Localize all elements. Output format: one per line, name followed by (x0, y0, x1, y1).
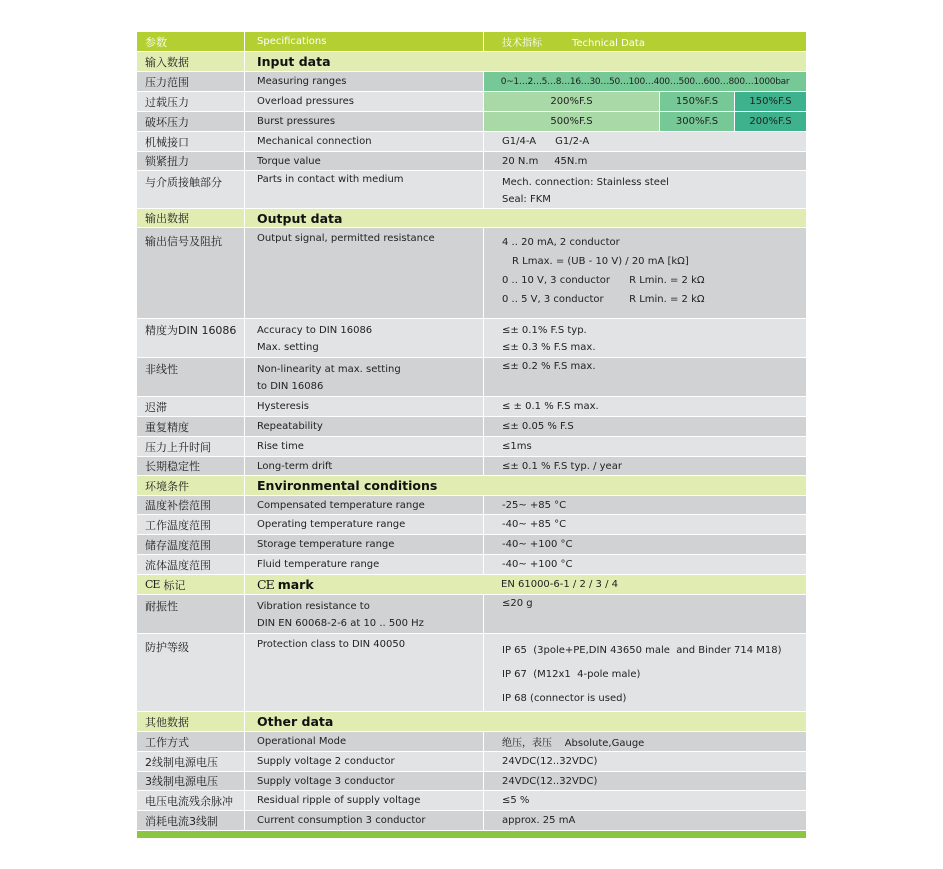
table-row-torque: 锁紧扭力 Torque value 20 N.m 45N.m (137, 152, 806, 171)
range-value: 0~1…2…5…8…16…30…50…100…400…500…600…800…1000bar (484, 72, 806, 91)
header-col-specs: Specifications (244, 32, 483, 51)
table-row-vibration: 耐振性 Vibration resistance to DIN EN 60068-2-6 at 10 .. 500 Hz ≤20 g (137, 595, 806, 634)
table-row-repeatability: 重复精度 Repeatability ≤± 0.05 % F.S (137, 417, 806, 437)
section-output: 输出数据 Output data (137, 209, 806, 228)
table-row-hysteresis: 迟滞 Hysteresis ≤ ± 0.1 % F.S max. (137, 397, 806, 417)
header-col-tech (483, 32, 806, 51)
table-row-overload: 过载压力 Overload pressures 200%F.S 150%F.S 150%F.S (137, 92, 806, 112)
table-row-rise-time: 压力上升时间 Rise time ≤1ms (137, 437, 806, 457)
section-ce-mark: CE 标记 CE mark EN 61000-6-1 / 2 / 3 / 4 (137, 575, 806, 595)
footer-bar (137, 831, 806, 838)
header-tech-cn: 技术指标 (502, 38, 542, 49)
section-input: 输入数据 Input data (137, 52, 806, 72)
table-row-protection: 防护等级 Protection class to DIN 40050 IP 65 (3pole+PE,DIN 43650 male and Binder 714 M18) IP 67 (M12x1 4-pole male) IP 68 (connector is used) (137, 634, 806, 712)
ce-icon: CE (257, 577, 274, 592)
table-row-nonlinearity: 非线性 Non-linearity at max. setting to DIN 16086 ≤± 0.2 % F.S max. (137, 358, 806, 397)
table-row-parts: 与介质接触部分 Parts in contact with medium Mech. connection: Stainless steel Seal: FKM (137, 171, 806, 209)
table-row-drift: 长期稳定性 Long-term drift ≤± 0.1 % F.S typ. / year (137, 457, 806, 476)
section-other: 其他数据 Other data (137, 712, 806, 732)
table-row-ripple: 电压电流残余脉冲 Residual ripple of supply voltage ≤5 % (137, 791, 806, 811)
table-row-mech: 机械接口 Mechanical connection G1/4-A G1/2-A (137, 132, 806, 152)
table-row-accuracy: 精度为DIN 16086 Accuracy to DIN 16086 Max. setting ≤± 0.1% F.S typ. ≤± 0.3 % F.S max. (137, 319, 806, 358)
table-row-fluid-temp: 流体温度范围 Fluid temperature range -40~ +100 °C (137, 555, 806, 575)
table-row-supply-3: 3线制电源电压 Supply voltage 3 conductor 24VDC(12..32VDC) (137, 772, 806, 791)
ce-icon: CE (145, 578, 160, 591)
header-col-params: 参数 (137, 32, 244, 51)
table-row-signal: 输出信号及阻抗 Output signal, permitted resistance 4 .. 20 mA, 2 conductor R Lmax. = (UB - 10 V) / 20 mA [kΩ] 0 .. 10 V, 3 conductor R Lmin. = 2 kΩ 0 .. 5 V, 3 conductor R Lmin. = 2 kΩ (137, 228, 806, 319)
header-tech-en: Technical Data (572, 38, 645, 49)
table-row-mode: 工作方式 Operational Mode 绝压，表压 Absolute,Gauge (137, 732, 806, 752)
table-row-storage-temp: 储存温度范围 Storage temperature range -40~ +100 °C (137, 535, 806, 555)
table-row-range: 压力范围 Measuring ranges 0~1…2…5…8…16…30…50…100…400…500…600…800…1000bar (137, 72, 806, 92)
spec-sheet (137, 32, 806, 838)
section-environment: 环境条件 Environmental conditions (137, 476, 806, 496)
table-row-supply-2: 2线制电源电压 Supply voltage 2 conductor 24VDC(12..32VDC) (137, 752, 806, 772)
table-row-comp-temp: 温度补偿范围 Compensated temperature range -25~ +85 °C (137, 496, 806, 515)
table-row-current: 消耗电流3线制 Current consumption 3 conductor approx. 25 mA (137, 811, 806, 831)
table-row-oper-temp: 工作温度范围 Operating temperature range -40~ +85 °C (137, 515, 806, 535)
table-row-burst: 破坏压力 Burst pressures 500%F.S 300%F.S 200%F.S (137, 112, 806, 132)
table-header (137, 32, 806, 52)
